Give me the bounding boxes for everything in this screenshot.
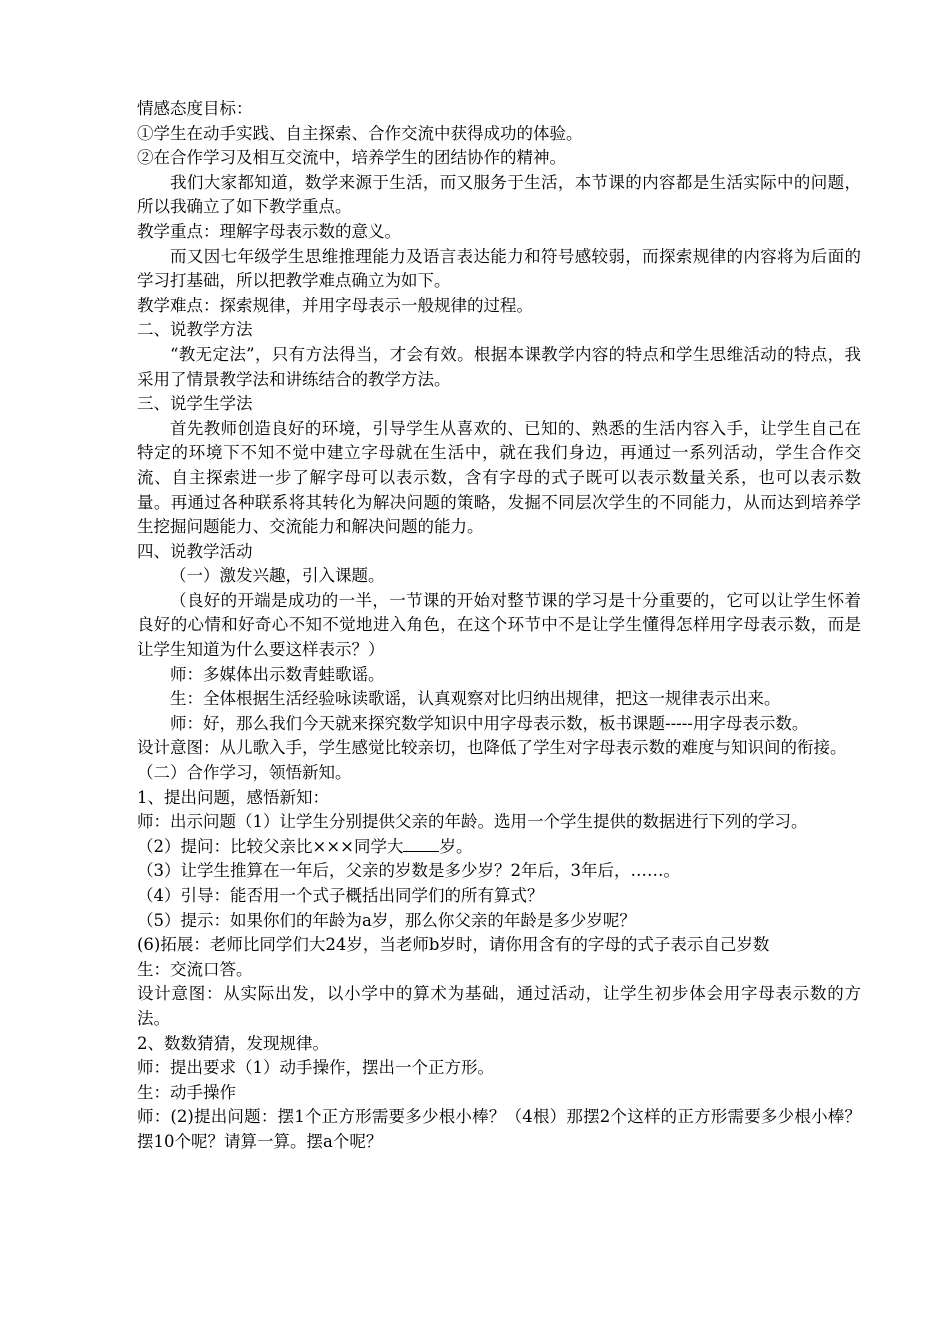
- teacher-requirement: 师：提出要求（1）动手操作，摆出一个正方形。: [137, 1058, 494, 1078]
- question-2-text: （2）提问：比较父亲比×××同学大: [137, 836, 404, 856]
- question-6: (6)拓展：老师比同学们大24岁，当老师b岁时，请你用含有的字母的式子表示自己岁数: [137, 935, 770, 955]
- paragraph-key-point-intro: 我们大家都知道，数学来源于生活，而又服务于生活，本节课的内容都是生活实际中的问题，所以我确立了如下教学重点。: [137, 172, 861, 217]
- design-intent-1: 设计意图：从儿歌入手，学生感觉比较亲切，也降低了学生对字母表示数的难度与知识间的衔接。: [137, 738, 847, 758]
- goal-item-2: ②在合作学习及相互交流中，培养学生的团结协作的精神。: [137, 148, 566, 168]
- teacher-line-2: 师：好，那么我们今天就来探究数学知识中用字母表示数，板书课题-----用字母表示数。: [170, 713, 809, 733]
- teacher-question-1: 师：出示问题（1）让学生分别提供父亲的年龄。选用一个学生提供的数据进行下列的学习。: [137, 812, 808, 832]
- design-intent-2: 设计意图：从实际出发，以小学中的算术为基础，通过活动，让学生初步体会用字母表示数的方法。: [137, 984, 861, 1028]
- section-heading-activities: 四、说教学活动: [137, 541, 253, 561]
- goal-item-1: ①学生在动手实践、自主探索、合作交流中获得成功的体验。: [137, 123, 583, 143]
- question-3: （3）让学生推算在一年后，父亲的岁数是多少岁？2年后，3年后，……。: [137, 861, 680, 881]
- document-page: [137, 97, 861, 1155]
- section-heading-learning: 三、说学生学法: [137, 394, 253, 414]
- paragraph-difficulty-intro: 而又因七年级学生思维推理能力及语言表达能力和符号感较弱，而探索规律的内容将为后面的学习打基础，所以把教学难点确立为如下。: [137, 246, 861, 291]
- heading-affective-goals: 情感态度目标：: [137, 99, 253, 118]
- answer-blank: [403, 837, 439, 852]
- paragraph-methods: “教无定法”，只有方法得当，才会有效。根据本课教学内容的特点和学生思维活动的特点，我采用了情景教学法和讲练结合的教学方法。: [137, 344, 861, 389]
- question-2: [137, 835, 861, 860]
- student-line-1: 生：全体根据生活经验咏读歌谣，认真观察对比归纳出规律，把这一规律表示出来。: [170, 689, 781, 709]
- subsection-heading-2: （二）合作学习，领悟新知。: [137, 763, 352, 783]
- teacher-line-1: 师：多媒体出示数青蛙歌谣。: [170, 664, 385, 684]
- paragraph-intro-note: （良好的开端是成功的一半，一节课的开始对整节课的学习是十分重要的，它可以让学生怀着良好的心情和好奇心不知不觉地进入角色，在这个环节中不是让学生懂得怎样用字母表示数，而是让学生知道为什么要这样表示？）: [137, 590, 861, 660]
- teaching-key-point: 教学重点：理解字母表示数的意义。: [137, 221, 401, 241]
- question-5: （5）提示：如果你们的年龄为a岁，那么你父亲的年龄是多少岁呢？: [137, 910, 636, 930]
- step-heading-1: 1、提出问题，感悟新知：: [137, 787, 329, 807]
- question-4: （4）引导：能否用一个式子概括出同学们的所有算式？: [137, 886, 544, 905]
- subsection-heading-1: （一）激发兴趣，引入课题。: [170, 566, 385, 586]
- section-heading-methods: 二、说教学方法: [137, 320, 253, 340]
- question-2-suffix: 岁。: [439, 836, 473, 856]
- teaching-difficulty: 教学难点：探索规律，并用字母表示一般规律的过程。: [137, 295, 533, 315]
- step-heading-2: 2、数数猜猜，发现规律。: [137, 1033, 329, 1053]
- paragraph-learning: 首先教师创造良好的环境，引导学生从喜欢的、已知的、熟悉的生活内容入手，让学生自己在特定的环境下不知不觉中建立字母就在生活中，就在我们身边，再通过一系列活动，学生合作交流、自主探索进一步了解字母可以表示数，含有字母的式子既可以表示数量关系，也可以表示数量。再通过各种联系将其转化为解决问题的策略，发掘不同层次学生的不同能力，从而达到培养学生挖掘问题能力、交流能力和解决问题的能力。: [137, 418, 861, 537]
- student-operation: 生：动手操作: [137, 1082, 236, 1102]
- student-answer: 生：交流口答。: [137, 959, 253, 979]
- teacher-question-2: 师：(2)提出问题：摆1个正方形需要多少根小棒？（4根）那摆2个这样的正方形需要多少根小棒？摆10个呢？请算一算。摆a个呢？: [137, 1107, 861, 1151]
